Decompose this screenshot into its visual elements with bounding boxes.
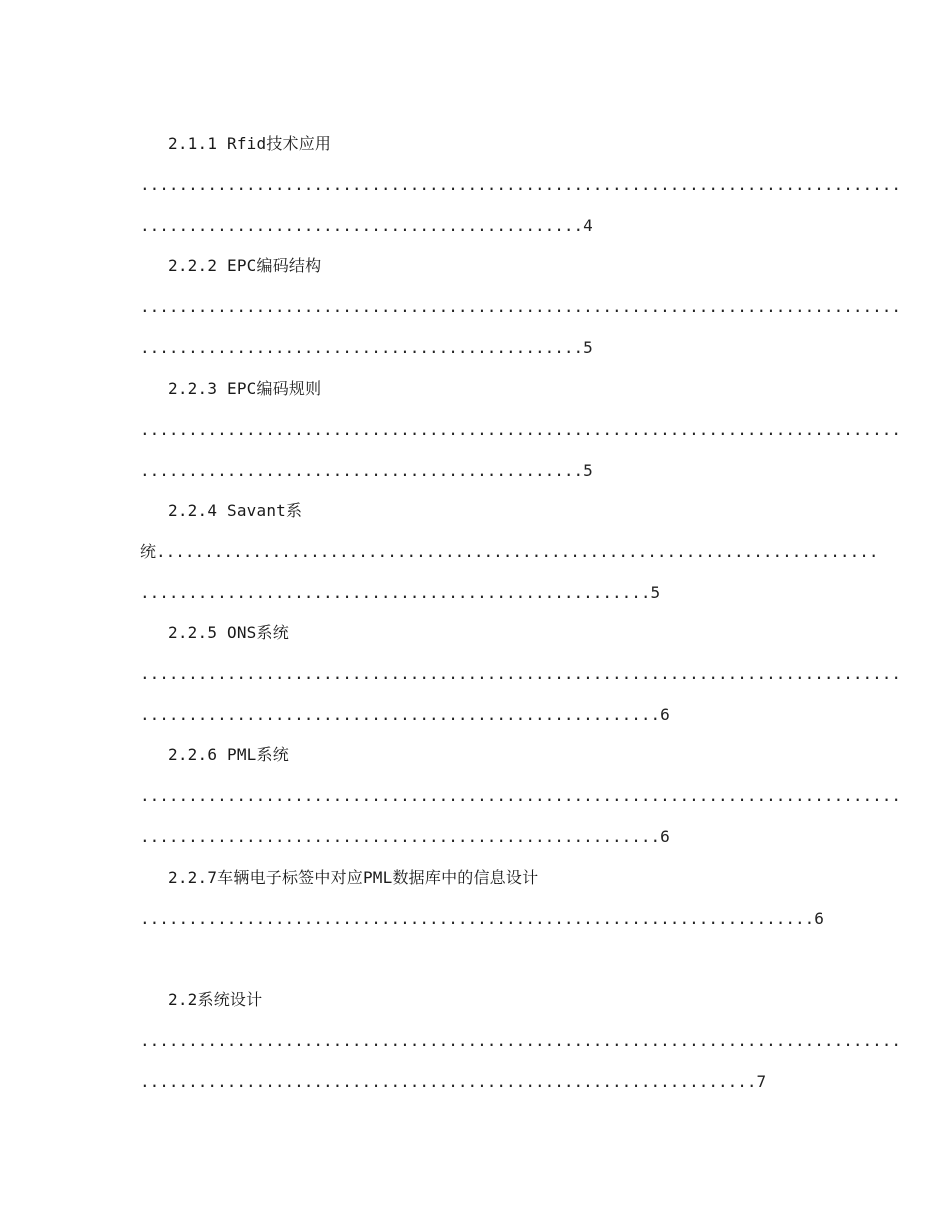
toc-leader-page-number: ................................................................7: [140, 1072, 767, 1092]
toc-entry-2-2-7: [140, 860, 824, 982]
toc-leader-page-number: ......................................................................6: [140, 908, 824, 928]
toc-entry-2-1-1: [140, 126, 901, 248]
toc-leader-dots: ...............................................................................: [140, 786, 901, 806]
toc-leader-page-number: ..............................................5: [140, 338, 593, 358]
toc-leader-dots: ...............................................................................: [140, 1031, 901, 1051]
toc-entry-2-2: [140, 982, 901, 1104]
toc-entry-title: 2.2.3 EPC编码规则: [168, 378, 322, 398]
toc-entry-title: 2.2.7车辆电子标签中对应PML数据库中的信息设计: [168, 867, 539, 887]
toc-entry-2-2-6: [140, 737, 901, 859]
toc-entry-title: 2.2.4 Savant系: [168, 500, 303, 520]
toc-leader-page-number: ......................................................6: [140, 705, 670, 725]
toc-entry-title: 2.2.6 PML系统: [168, 745, 289, 765]
toc-leader-page-number: ..............................................5: [140, 460, 593, 480]
toc-entry-2-2-4: [140, 493, 879, 615]
toc-entry-title: 2.2.2 EPC编码结构: [168, 256, 322, 276]
toc-leader-dots: ...............................................................................: [140, 664, 901, 684]
toc-entry-2-2-3: [140, 371, 901, 493]
toc-entry-title: 2.1.1 Rfid技术应用: [168, 134, 332, 153]
toc-leader-dots: 统...........................................................................: [140, 541, 879, 561]
toc-leader-page-number: ..............................................4: [140, 216, 593, 235]
toc-leader-page-number: ......................................................6: [140, 827, 670, 847]
toc-leader-page-number: .....................................................5: [140, 582, 661, 602]
table-of-contents: [140, 126, 901, 1104]
toc-leader-dots: ...............................................................................: [140, 297, 901, 317]
toc-leader-dots: ...............................................................................: [140, 175, 901, 194]
toc-entry-title: 2.2.5 ONS系统: [168, 623, 289, 643]
toc-entry-2-2-5: [140, 615, 901, 737]
toc-leader-dots: ...............................................................................: [140, 419, 901, 439]
toc-entry-title: 2.2系统设计: [168, 990, 263, 1010]
toc-entry-2-2-2: [140, 248, 901, 370]
